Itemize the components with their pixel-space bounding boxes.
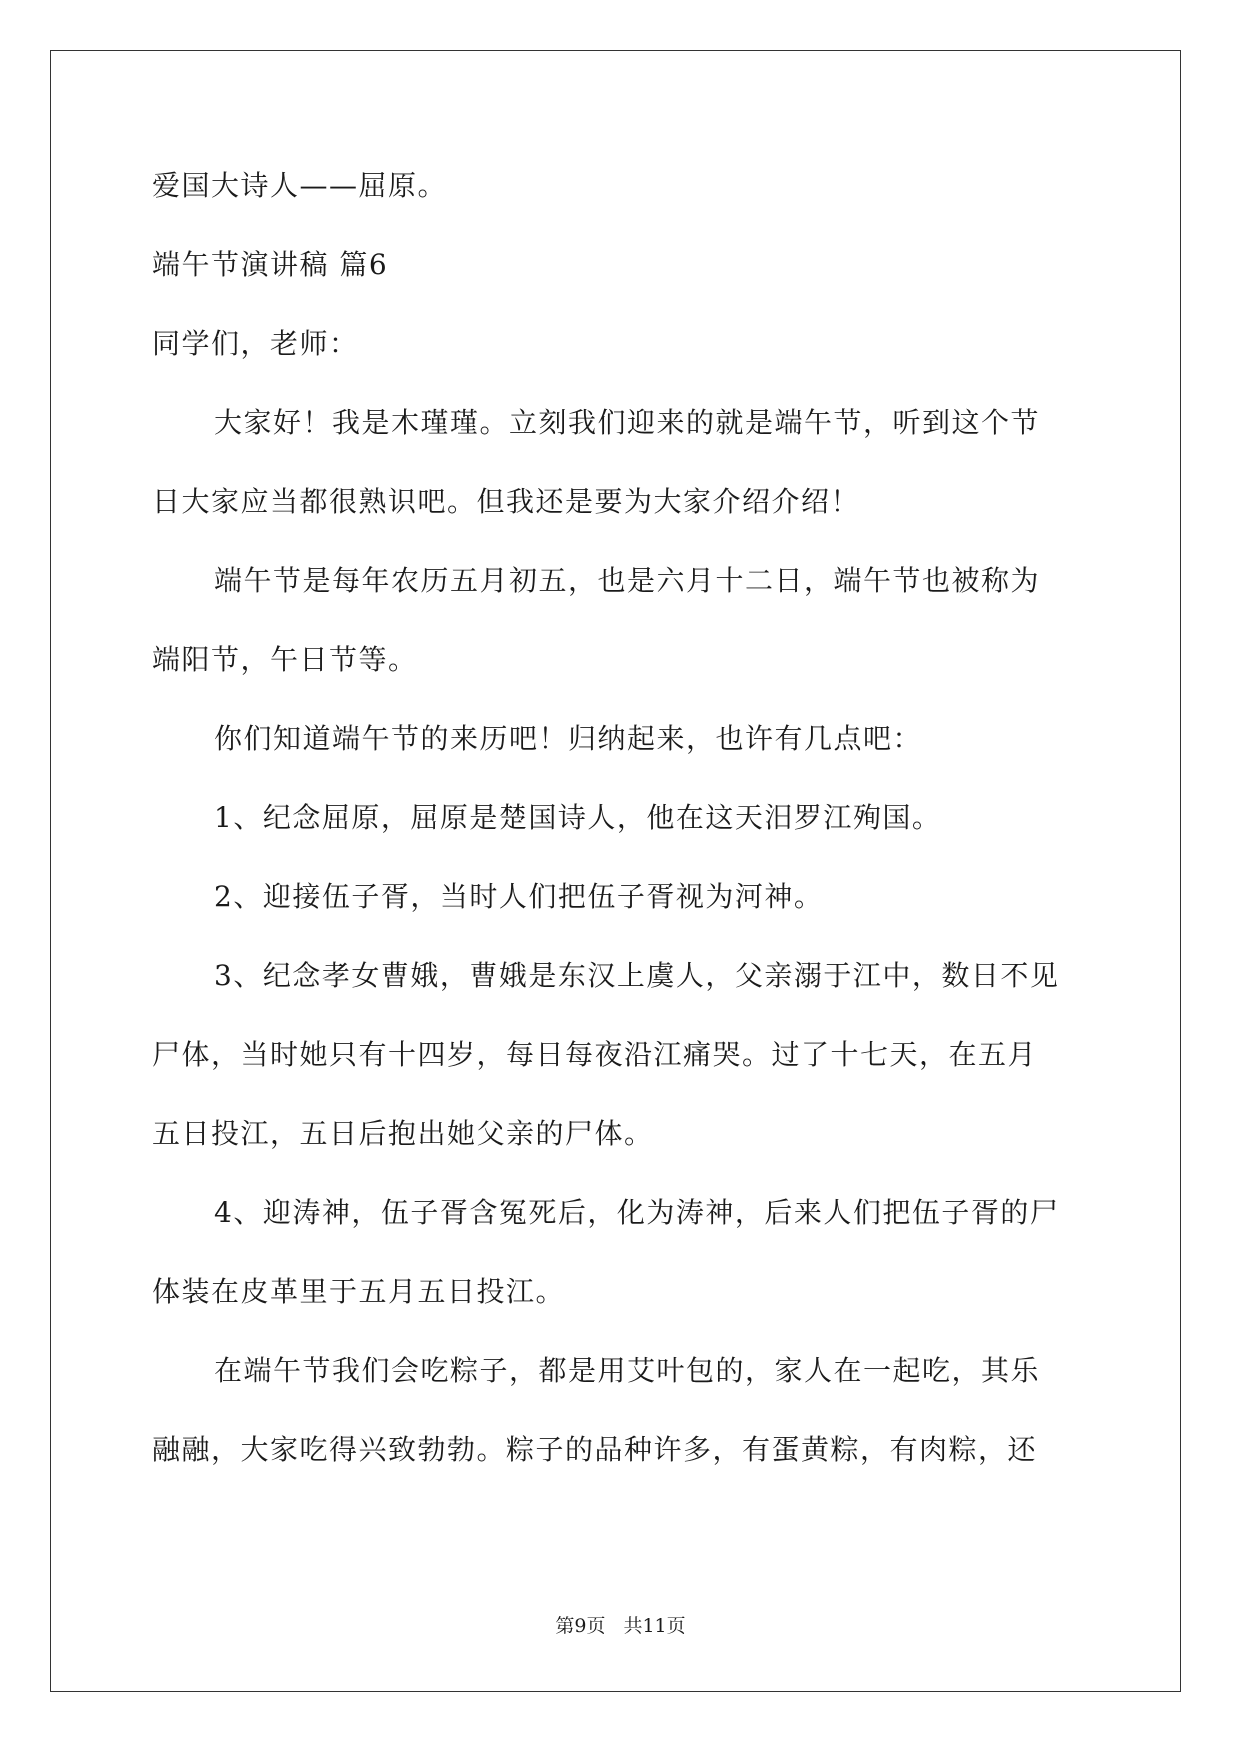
paragraph-line: 日大家应当都很熟识吧。但我还是要为大家介绍介绍！ [152, 485, 861, 518]
paragraph-line: 融融，大家吃得兴致勃勃。粽子的品种许多，有蛋黄粽，有肉粽，还 [152, 1433, 1038, 1466]
paragraph-line: 在端午节我们会吃粽子，都是用艾叶包的，家人在一起吃，其乐 [214, 1354, 1041, 1387]
list-item: 4、迎涛神，伍子胥含冤死后，化为涛神，后来人们把伍子胥的尸 [214, 1196, 1060, 1229]
list-item: 2、迎接伍子胥，当时人们把伍子胥视为河神。 [214, 880, 824, 913]
list-item-continuation: 五日投江，五日后抱出她父亲的尸体。 [152, 1117, 654, 1150]
salutation: 同学们，老师： [152, 327, 359, 360]
total-pages: 共11页 [623, 1615, 686, 1637]
section-heading: 端午节演讲稿 篇6 [152, 248, 389, 281]
page-footer [0, 1614, 1241, 1638]
list-item-continuation: 体装在皮革里于五月五日投江。 [152, 1275, 566, 1308]
list-item-continuation: 尸体，当时她只有十四岁，每日每夜沿江痛哭。过了十七天，在五月 [152, 1038, 1038, 1071]
list-item: 3、纪念孝女曹娥，曹娥是东汉上虞人，父亲溺于江中，数日不见 [214, 959, 1060, 992]
paragraph-line: 端阳节，午日节等。 [152, 643, 418, 676]
list-item: 1、纪念屈原，屈原是楚国诗人，他在这天汨罗江殉国。 [214, 801, 942, 834]
page-number: 第9页 [555, 1615, 606, 1637]
paragraph-line: 大家好！我是木瑾瑾。立刻我们迎来的就是端午节，听到这个节 [214, 406, 1041, 439]
paragraph-line: 端午节是每年农历五月初五，也是六月十二日，端午节也被称为 [214, 564, 1041, 597]
text-line: 爱国大诗人——屈原。 [152, 169, 448, 202]
paragraph-line: 你们知道端午节的来历吧！归纳起来，也许有几点吧： [214, 722, 923, 755]
